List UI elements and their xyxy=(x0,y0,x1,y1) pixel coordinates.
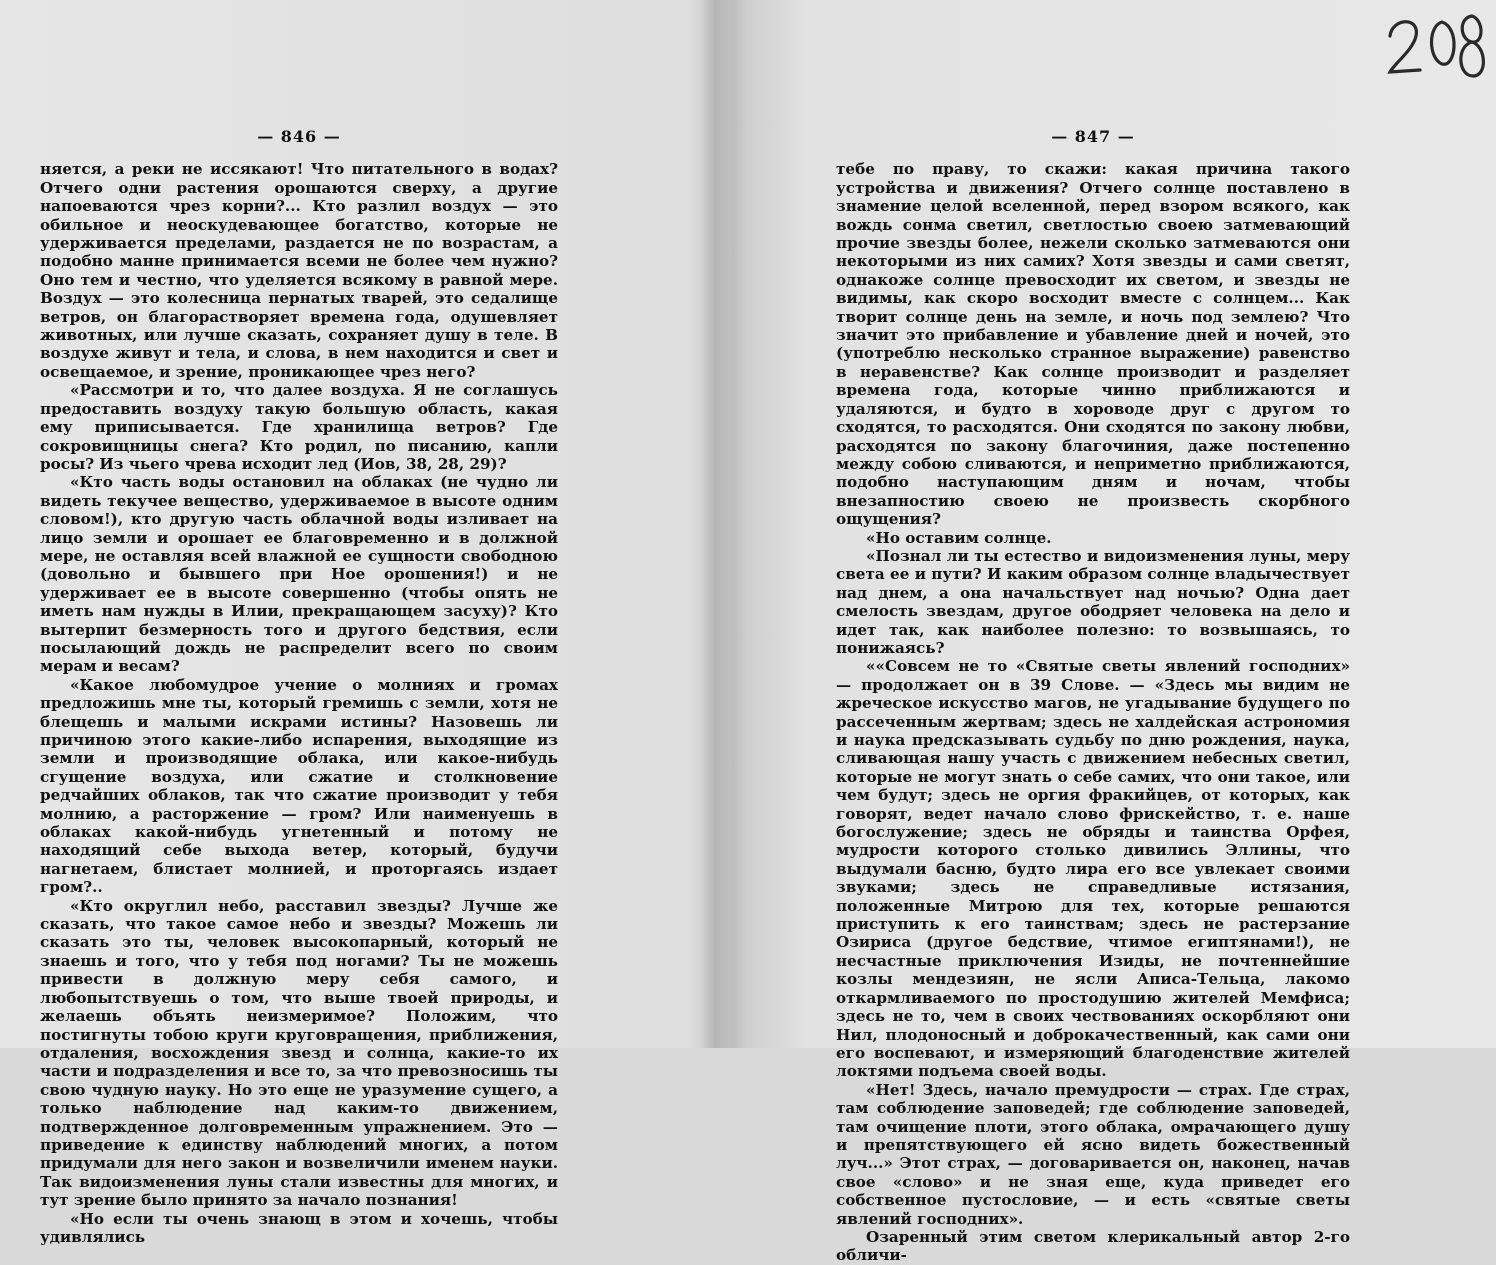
paragraph: «Нет! Здесь, начало премудрости — страх. Где страх, там соблюдение заповедей; где соблюдение заповедей, там очищение плоти, этого облака, омрачающего душу и препятствующего ей ясно видеть божественный луч...» Этот страх, — договаривается он, наконец, начав свое «слово» и не зная еще, куда приведет его собственное пустословие, — и есть «святые светы явлений господних». xyxy=(836,1080,1350,1228)
handwritten-page-number xyxy=(1380,6,1490,90)
page-number: — 846 — xyxy=(257,127,341,146)
paragraph: «Но оставим солнце. xyxy=(866,528,1052,547)
paragraph: «Познал ли ты естество и видоизменения луны, меру света ее и пути? И каким образом солнце владычествует над днем, а она начальствует над ночью? Одна дает смелость звездам, другое ободряет человека на дело и идет так, как наиболее полезно: то возвышаясь, то понижаясь? xyxy=(836,546,1350,657)
paragraph: няется, а реки не иссякают! Что питательного в водах? Отчего одни растения орошаются сверху, а другие напоеваются чрез корни?... Кто разлил воздух — это обильное и неоскудевающее богатство, которые не удерживается пределами, раздается не по возрастам, а подобно манне принимается всеми не более чем нужно? Оно тем и честно, что уделяется всякому в равной мере. Воздух — это колесница пернатых тварей, это седалище ветров, он благорастворяет времена года, одушевляет животных, или лучше сказать, сохраняет душу в теле. В воздухе живут и тела, и слова, в нем находится и свет и освещаемое, и зрение, проникающее чрез него? xyxy=(40,160,558,381)
book-gutter xyxy=(700,0,730,1048)
paragraph: «Но если ты очень знающ в этом и хочешь, чтобы удивлялись xyxy=(40,1209,558,1246)
paragraph: «Рассмотри и то, что далее воздуха. Я не соглашусь предоставить воздуху такую большую область, какая ему приписывается. Где хранилища ветров? Где сокровищницы снега? Кто родил, по писанию, капли росы? Из чьего чрева исходит лед (Иов, 38, 28, 29)? xyxy=(40,381,558,473)
paragraph: ««Совсем не то «Святые светы явлений господних» — продолжает он в 39 Слове. — «Здесь мы видим не жреческое искусство магов, не угадывание будущего по рассеченным жертвам; здесь не халдейская астрономия и наука предсказывать судьбу по дню рождения, наука, сливающая нашу участь с движением небесных светил, которые не могут знать о себе самих, что они такое, или чем будут; здесь не оргия фракийцев, от которых, как говорят, ведет начало слово фрискейство, т. е. наше богослужение; здесь не обряды и таинства Орфея, мудрости которого столько дивились Эллины, что выдумали басню, будто лира его все увлекает своими звуками; здесь не справедливые истязания, положенные Митрою для тех, которые решаются приступить к его таинствам; здесь не растерзание Озириса (другое бедствие, чтимое египтянами!), не несчастные приключения Изиды, не почтеннейшие козлы мендезиян, не ясли Аписа-Тельца, лакомо откармливаемого по простодушию жителей Мемфиса; здесь не то, чем в своих чествованиях оскорбляют они Нил, плодоносный и доброкачественный, как сами они его воспевают, и измеряющий благоденствие жителей локтями подъема своей воды. xyxy=(836,657,1350,1081)
right-page xyxy=(836,128,1350,1265)
page-number: — 847 — xyxy=(1051,127,1135,146)
paragraph: Озаренный этим светом клерикальный автор 2-го обличи- xyxy=(836,1227,1350,1265)
left-page xyxy=(40,128,558,1246)
paragraph: «Какое любомудрое учение о молниях и громах предложишь мне ты, который гремишь с земли, хотя не блещешь и малыми искрами истины? Назовешь ли причиною этого какие-либо испарения, выходящие из земли и производящие облака, или какое-нибудь сгущение воздуха, или сжатие и столкновение редчайших облаков, так что сжатие производит у тебя молнию, а расторжение — гром? Или наименуешь в облаках какой-нибудь угнетенный и потому не находящий себе выхода ветер, который, будучи нагнетаем, блистает молнией, и проторгаясь издает гром?.. xyxy=(40,675,558,897)
paragraph: «Кто часть воды остановил на облаках (не чудно ли видеть текучее вещество, удерживаемое в высоте одним словом!), кто другую часть облачной воды изливает на лицо земли и орошает ее благовременно и в должной мере, не оставляя всей влажной ее сущности свободною (довольно и бывшего при Ное орошения!) и не удерживает ее в высоте совершенно (чтобы опять не иметь нам нужды в Илии, прекращающем засуху)? Кто вытерпит безмерность того и другого бедствия, если посылающий дождь не распределит всего по своим мерам и весам? xyxy=(40,473,558,676)
paragraph: тебе по праву, то скажи: какая причина такого устройства и движения? Отчего солнце поставлено в знамение целой вселенной, перед взором всякого, как вождь сонма светил, светлостью своею затмевающий прочие звезды более, нежели сколько затмеваются они некоторыми из них самих? Хотя звезды и сами светят, однакоже солнце превосходит их светом, и звезды не видимы, как скоро восходит вместе с солнцем... Как творит солнце день на земле, и ночь под землею? Что значит это прибавление и убавление дней и ночей, это (употреблю несколько странное выражение) равенство в неравенстве? Как солнце производит и разделяет времена года, которые чинно приближаются и удаляются, и будто в хороводе друг с другом то сходятся, то расходятся. Они сходятся по закону любви, расходятся по закону благочиния, даже постепенно между собою сливаются, и неприметно приближаются, подобно наступающим дням и ночам, чтобы внезапностию своею не произвесть скорбного ощущения? xyxy=(836,160,1350,529)
paragraph: «Кто округлил небо, расставил звезды? Лучше же сказать, что такое самое небо и звезды? Можешь ли сказать это ты, человек высокопарный, который не знаешь и того, что у тебя под ногами? Ты не можешь привести в должную меру себя самого, и любопытствуешь о том, что выше твоей природы, и желаешь объять неизмеримое? Положим, что постигнуты тобою круги круговращения, приближения, отдаления, восхождения звезд и солнца, какие-то их части и подразделения и все то, за что превозносишь ты свою чудную науку. Но это еще не уразумение сущего, а только наблюдение над каким-то движением, подтвержденное долговременным упражнением. Это — приведение к единству наблюдений многих, а потом придумали для него закон и возвеличили именем науки. Так видоизменения луны стали известны для многих, и тут зрение было принято за начало познания! xyxy=(40,896,558,1210)
